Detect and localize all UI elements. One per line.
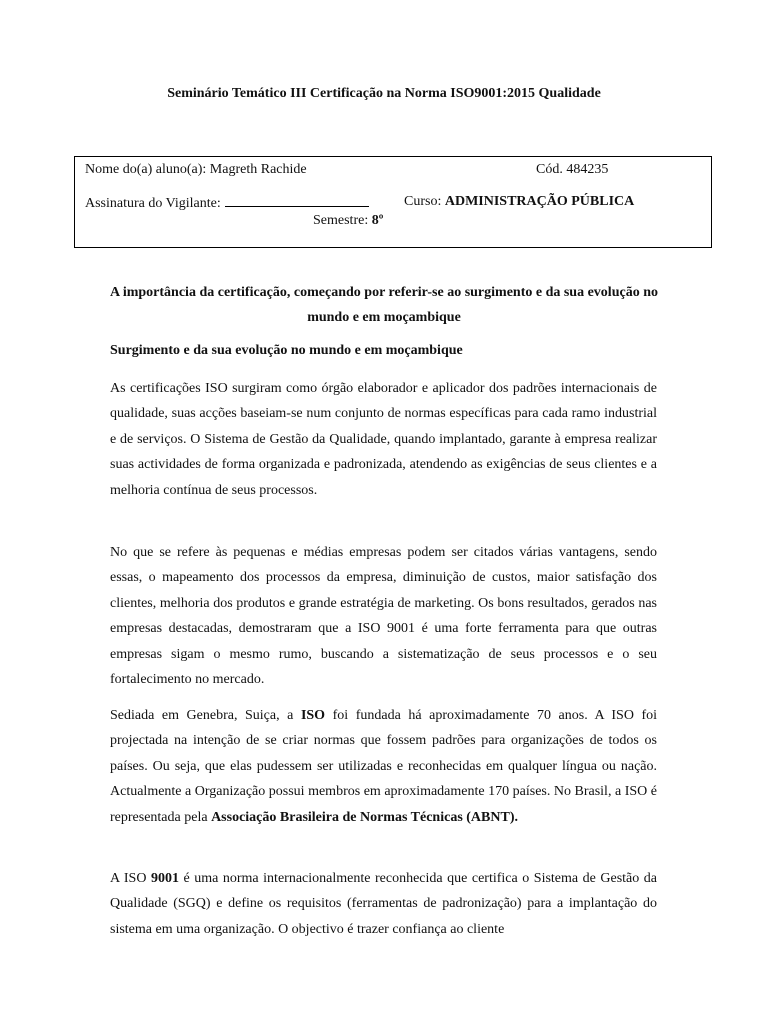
signature-label: Assinatura do Vigilante: <box>85 196 221 211</box>
paragraph-4 <box>110 866 657 942</box>
student-name: Magreth Rachide <box>209 162 307 177</box>
p3-text-2: foi fundada há aproximadamente 70 anos. A ISO foi projectada na intenção de se criar normas que fossem padrões para organizações de todos os países. Ou seja, que elas pudessem ser utilizadas e reconhecidas em qualquer língua ou nação. Actualmente a Organização possui membros em aproximadamente 170 países. No Brasil, a ISO é representada pela <box>110 708 658 825</box>
signature-line <box>85 194 369 212</box>
p3-bold-abnt: Associação Brasileira de Normas Técnicas (ABNT). <box>211 809 518 825</box>
semester-label: Semestre: <box>313 213 369 228</box>
code-label: Cód. <box>536 162 563 177</box>
student-info-box <box>74 156 712 248</box>
paragraph-2: No que se refere às pequenas e médias empresas podem ser citados várias vantagens, sendo essas, o mapeamento dos processos da empresa, diminuição de custos, maior satisfação dos clientes, melhoria dos produtos e grande estratégia de marketing. Os bons resultados, gerados nas empresas destacadas, demostraram que a ISO 9001 é uma forte ferramenta para que outras empresas sigam o mesmo rumo, buscando a sistematização de seus processos e o seu fortalecimento no mercado. <box>110 545 657 688</box>
p4-bold-9001: 9001 <box>150 871 179 886</box>
code-value: 484235 <box>566 162 609 177</box>
paragraph-1: As certificações ISO surgiram como órgão elaborador e aplicador dos padrões internacionais de qualidade, suas acções baseiam-se num conjunto de normas específicas para cada ramo industrial e de serviços. O Sistema de Gestão da Qualidade, quando implantado, garante à empresa realizar suas actividades de forma organizada e padronizada, atendendo as exigências de seus clientes e a melhoria contínua de seus processos. <box>110 381 657 498</box>
section-heading: A importância da certificação, começando por referir-se ao surgimento e da sua evolução no mundo e em moçambique <box>110 285 658 325</box>
p4-text-2: é uma norma internacionalmente reconhecida que certifica o Sistema de Gestão da Qualidade (SGQ) e define os requisitos (ferramentas de padronização) para a implantação do sistema em uma organização. O objectivo é trazer confiança ao cliente <box>110 871 658 937</box>
p3-bold-iso: ISO <box>300 708 326 723</box>
semester-value: 8º <box>371 213 384 228</box>
paragraph-3 <box>110 703 657 830</box>
course-value: ADMINISTRAÇÃO PÚBLICA <box>444 194 635 209</box>
document-title: Seminário Temático III Certificação na Norma ISO9001:2015 Qualidade <box>167 86 601 101</box>
course-label: Curso: <box>404 194 442 209</box>
semester-line <box>313 213 383 229</box>
course-line <box>404 194 634 210</box>
p3-text-1: Sediada em Genebra, Suiça, a <box>110 708 294 723</box>
signature-blank <box>225 194 369 207</box>
student-label: Nome do(a) aluno(a): <box>85 162 207 177</box>
sub-heading: Surgimento e da sua evolução no mundo e em moçambique <box>110 343 463 358</box>
code-line <box>536 162 608 178</box>
p4-text-1: A ISO <box>110 871 147 886</box>
student-name-line <box>85 162 307 178</box>
